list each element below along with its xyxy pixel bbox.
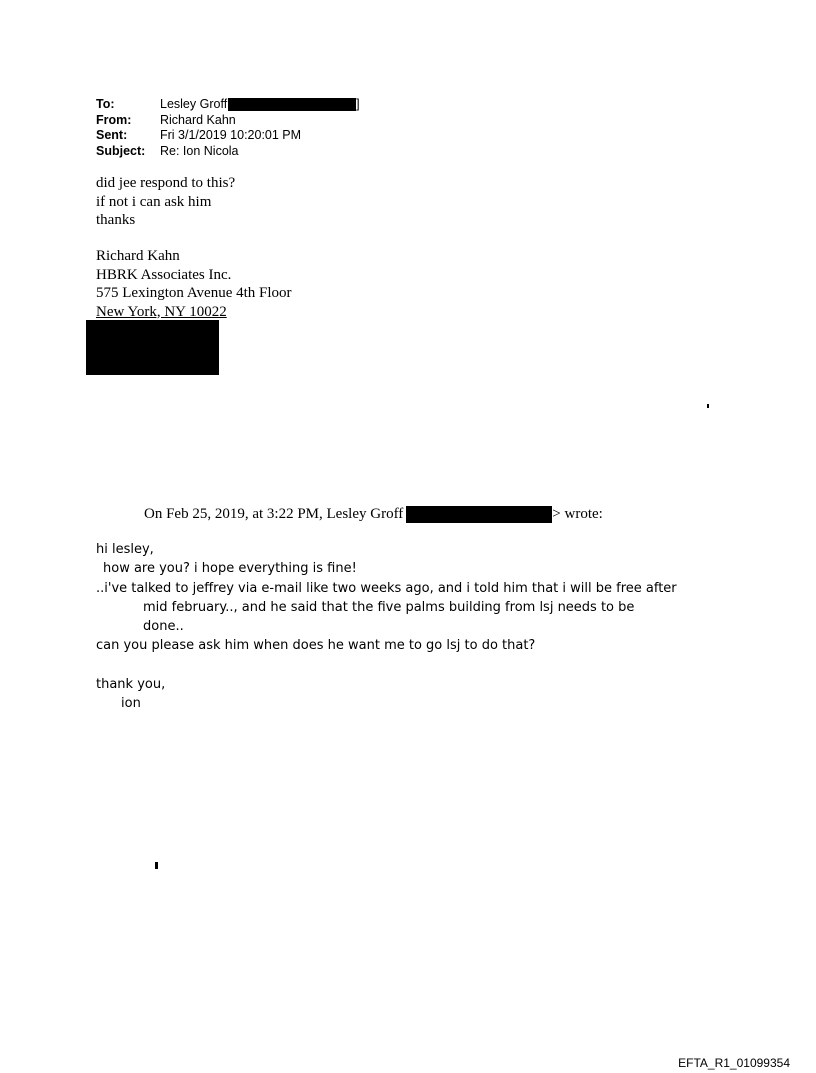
quoted-intro-text: On Feb 25, 2019, at 3:22 PM, Lesley Groff bbox=[144, 506, 404, 522]
signature-name: Richard Kahn bbox=[96, 248, 180, 264]
to-label: To: bbox=[96, 97, 115, 111]
sent-label: Sent: bbox=[96, 128, 128, 142]
reply-line: did jee respond to this? bbox=[96, 175, 236, 191]
subject-row bbox=[96, 144, 360, 160]
quoted-line: how are you? i hope everything is fine! bbox=[103, 561, 357, 577]
to-value-wrap bbox=[160, 97, 360, 113]
quoted-line: can you please ask him when does he want me to go lsj to do that? bbox=[96, 638, 536, 654]
from-label: From: bbox=[96, 112, 132, 127]
sent-row bbox=[96, 128, 360, 144]
redaction-bar bbox=[228, 98, 356, 111]
quoted-line: ion bbox=[121, 696, 141, 712]
subject-label: Subject: bbox=[96, 143, 146, 158]
quoted-intro-suffix: > wrote: bbox=[552, 506, 603, 522]
quoted-intro bbox=[144, 505, 603, 523]
reply-line: thanks bbox=[96, 212, 136, 228]
quoted-message bbox=[96, 540, 696, 714]
signature-block bbox=[96, 247, 292, 321]
quoted-line: thank you, bbox=[96, 677, 166, 693]
quoted-line: ..i've talked to jeffrey via e-mail like two weeks ago, and i told him that i will be free after bbox=[96, 580, 677, 596]
reply-body bbox=[96, 174, 235, 230]
subject-value: Re: Ion Nicola bbox=[160, 143, 239, 158]
quoted-line: done.. bbox=[143, 619, 184, 635]
to-suffix: ] bbox=[356, 97, 360, 111]
redaction-bar bbox=[406, 506, 552, 523]
signature-street: 575 Lexington Avenue 4th Floor bbox=[96, 285, 292, 301]
sent-value: Fri 3/1/2019 10:20:01 PM bbox=[160, 128, 302, 142]
to-row bbox=[96, 97, 360, 113]
blank-line bbox=[96, 656, 696, 675]
signature-company: HBRK Associates Inc. bbox=[96, 266, 232, 283]
email-header bbox=[96, 97, 360, 159]
from-row bbox=[96, 113, 360, 129]
quoted-line: hi lesley, bbox=[96, 542, 154, 557]
signature-city: New York, NY 10022 bbox=[96, 303, 227, 320]
scan-speck bbox=[707, 404, 709, 408]
to-value: Lesley Groff bbox=[160, 97, 228, 111]
quoted-line: mid february.., and he said that the five palms building from lsj needs to be bbox=[143, 599, 635, 615]
redaction-block bbox=[86, 320, 219, 375]
from-value: Richard Kahn bbox=[160, 112, 236, 127]
scan-speck bbox=[155, 862, 158, 869]
document-id: EFTA_R1_01099354 bbox=[678, 1056, 790, 1070]
reply-line: if not i can ask him bbox=[96, 193, 212, 210]
